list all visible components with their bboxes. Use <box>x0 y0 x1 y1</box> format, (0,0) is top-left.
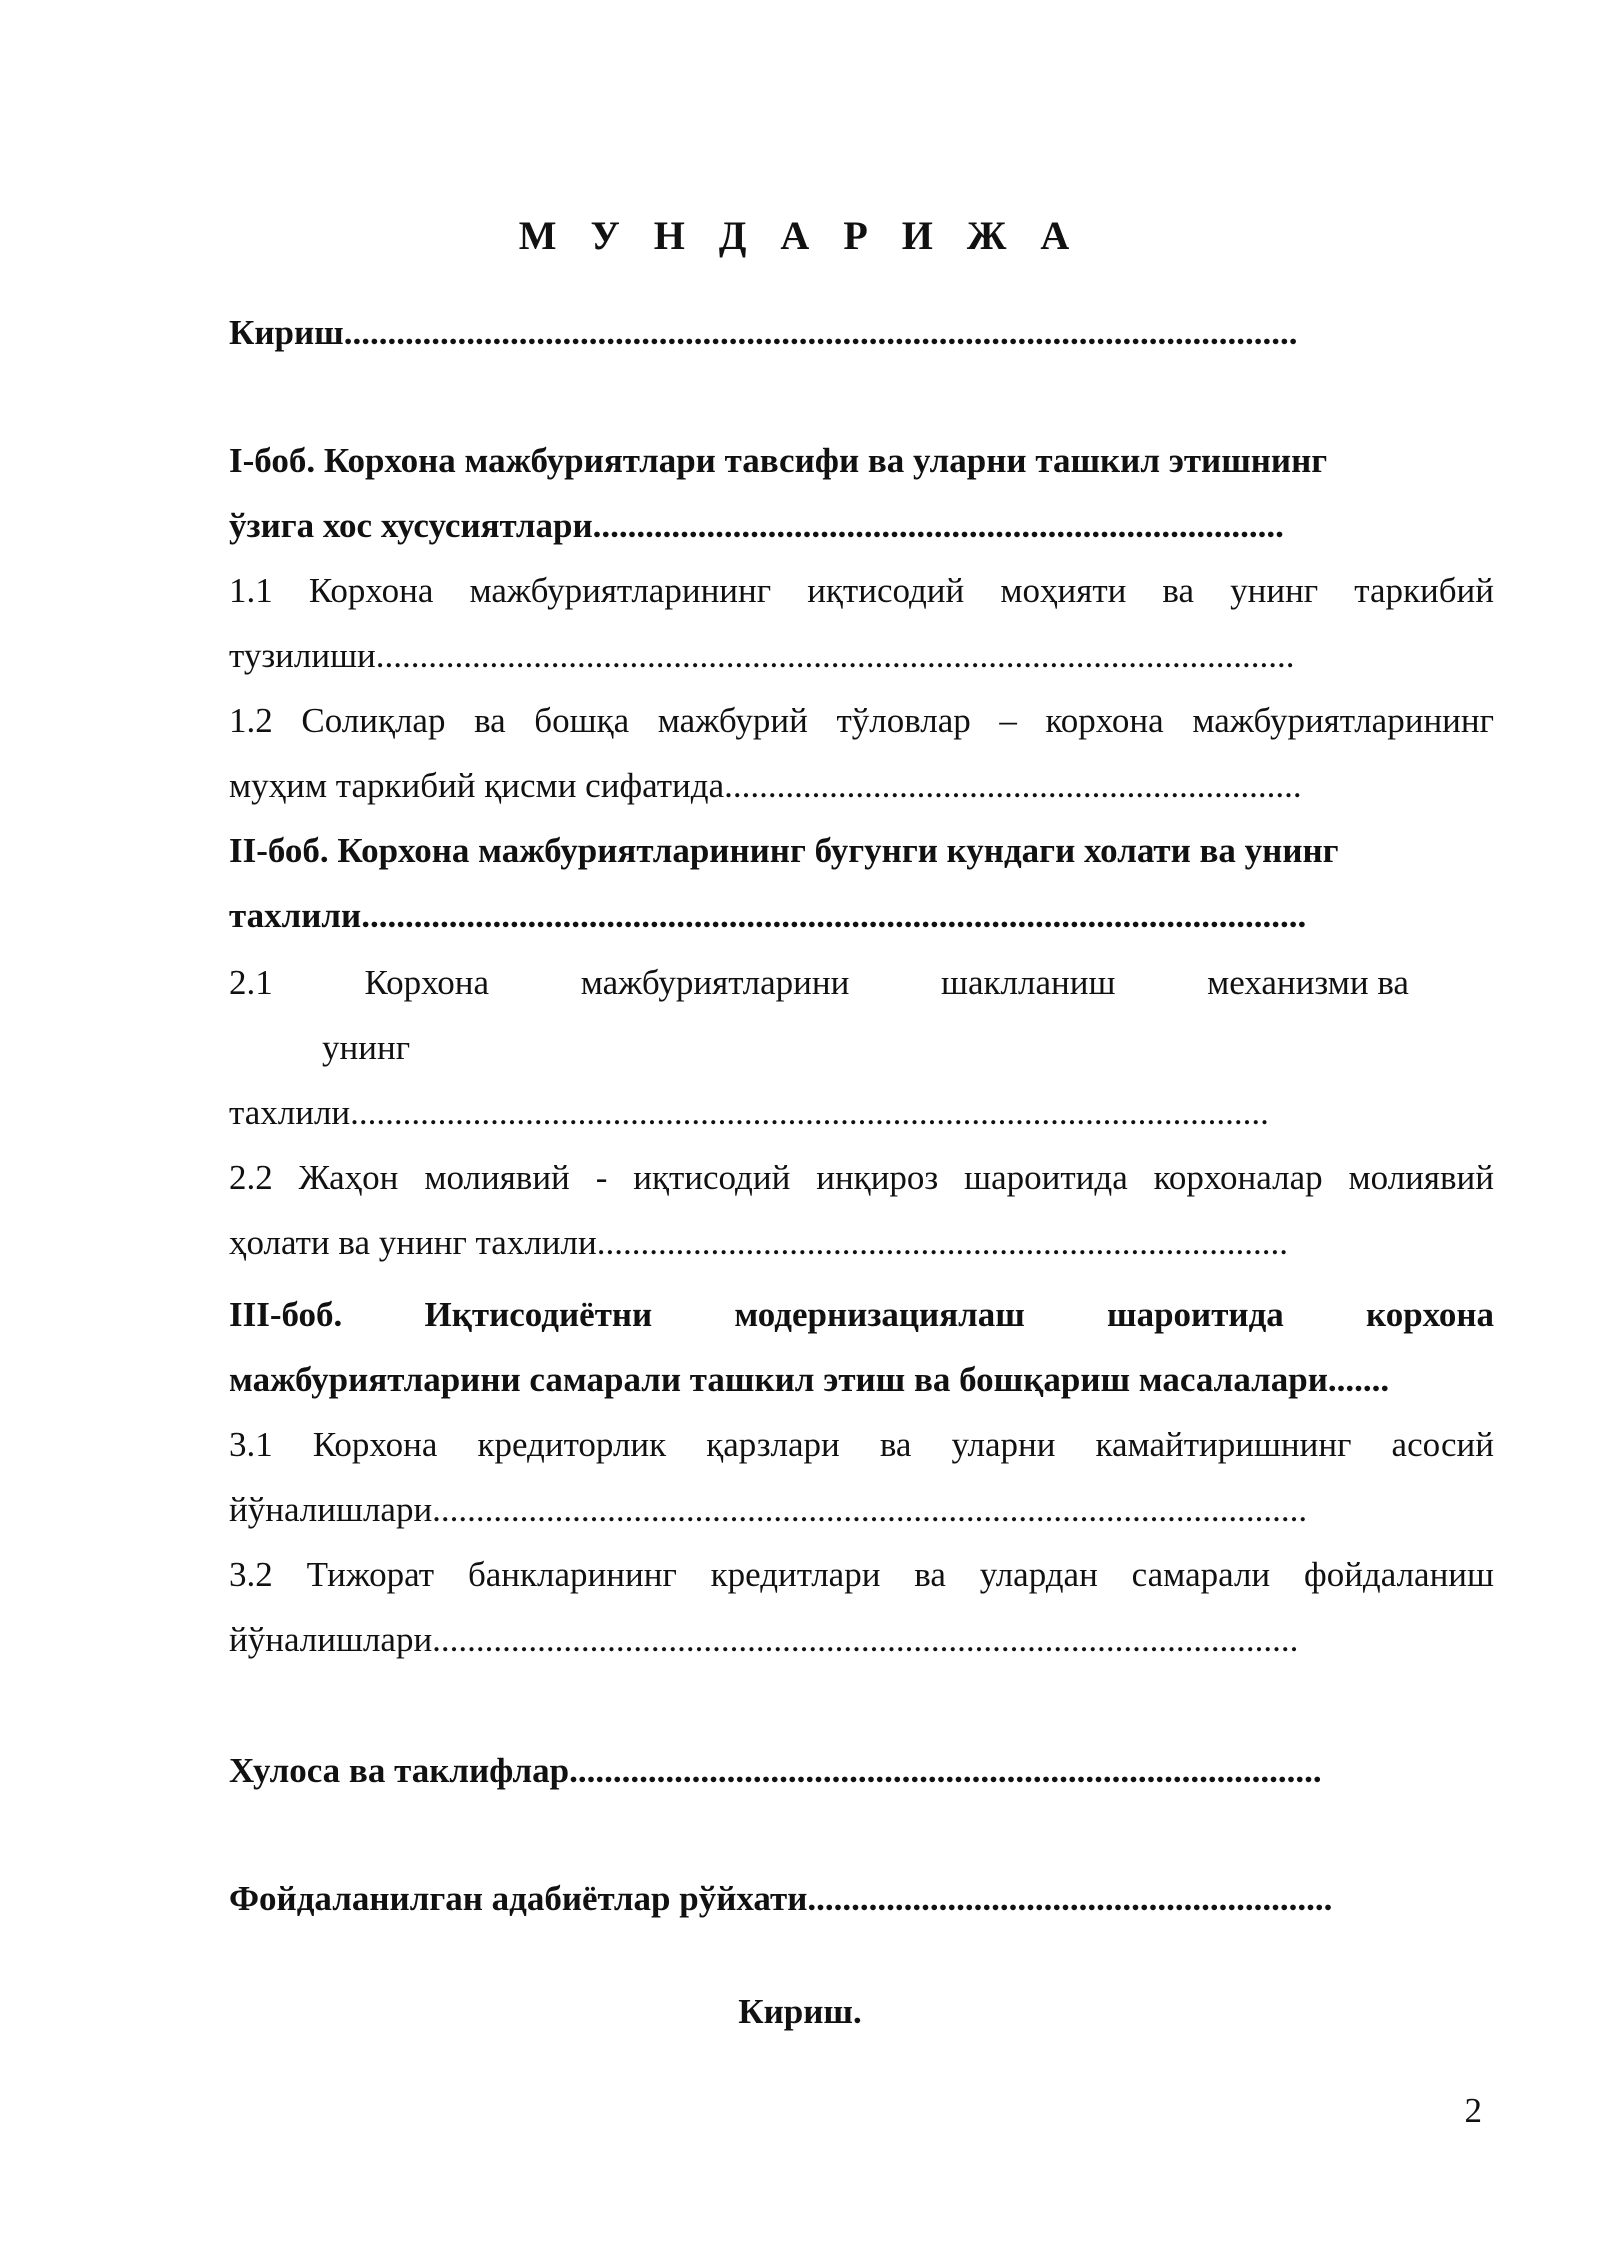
toc-section-3-2-line-2: йўналишлари................................................................................................... <box>229 1620 1299 1659</box>
toc-chapter-2-line-1: II-боб. Корхона мажбуриятларининг бугунги кундаги холати ва унинг <box>229 831 1339 870</box>
toc-section-1-2-line-1: 1.2 Солиқлар ва бошқа мажбурий тўловлар – корхона мажбуриятларининг <box>229 701 1494 740</box>
toc-section-2-1-word-1: Корхона <box>364 963 490 1002</box>
toc-conclusion: Хулоса ва таклифлар...................................................................................... <box>229 1751 1322 1790</box>
toc-intro: Кириш............................................................................................................. <box>229 313 1298 352</box>
toc-section-2-2-line-1: 2.2 Жаҳон молиявий - иқтисодий инқироз шароитида корхоналар молиявий <box>229 1158 1494 1197</box>
toc-section-2-1-line-2: унинг <box>322 1028 411 1067</box>
toc-section-2-1-word-3: шаклланиш <box>941 963 1116 1002</box>
toc-chapter-3-line-1: III-боб. Иқтисодиётни модернизациялаш шароитида корхона <box>229 1295 1494 1334</box>
toc-chapter-3-line-2: мажбуриятларини самарали ташкил этиш ва бошқариш масалалари....... <box>229 1360 1390 1399</box>
page-number: 2 <box>1464 2091 1482 2130</box>
toc-section-2-1-word-2: мажбуриятларини <box>580 963 850 1002</box>
toc-section-2-1-word-4: механизми ва <box>1207 963 1409 1002</box>
toc-chapter-2-line-2: тахлили............................................................................................................ <box>229 896 1307 935</box>
toc-section-2-1-number: 2.1 <box>229 963 273 1002</box>
toc-section-2-1-line-1 <box>229 950 1409 1015</box>
document-title: М У Н Д А Р И Ж А <box>518 213 1082 258</box>
toc-section-3-1-line-2: йўналишлари.................................................................................................... <box>229 1490 1308 1529</box>
toc-section-1-1-line-2: тузилиши......................................................................................................... <box>229 636 1295 675</box>
toc-section-3-1-line-1: 3.1 Корхона кредиторлик қарзлари ва уларни камайтиришнинг асосий <box>229 1425 1494 1464</box>
toc-section-1-1-line-1: 1.1 Корхона мажбуриятларининг иқтисодий моҳияти ва унинг таркибий <box>229 571 1494 610</box>
toc-section-2-1-line-3: тахлили......................................................................................................... <box>229 1093 1269 1132</box>
toc-section-2-2-line-2: ҳолати ва унинг тахлили............................................................................... <box>229 1223 1288 1262</box>
toc-chapter-1-line-2: ўзига хос хусусиятлари............................................................................... <box>229 506 1284 545</box>
toc-section-3-2-line-1: 3.2 Тижорат банкларининг кредитлари ва улардан самарали фойдаланиш <box>229 1555 1494 1594</box>
toc-section-1-2-line-2: муҳим таркибий қисми сифатида.................................................................. <box>229 766 1302 805</box>
next-section-heading: Кириш. <box>738 1992 862 2031</box>
table-of-contents <box>229 0 1494 2262</box>
toc-references: Фойдаланилган адабиётлар рўйхати............................................................ <box>229 1879 1333 1918</box>
toc-chapter-1-line-1: I-боб. Корхона мажбуриятлари тавсифи ва уларни ташкил этишнинг <box>229 441 1328 480</box>
